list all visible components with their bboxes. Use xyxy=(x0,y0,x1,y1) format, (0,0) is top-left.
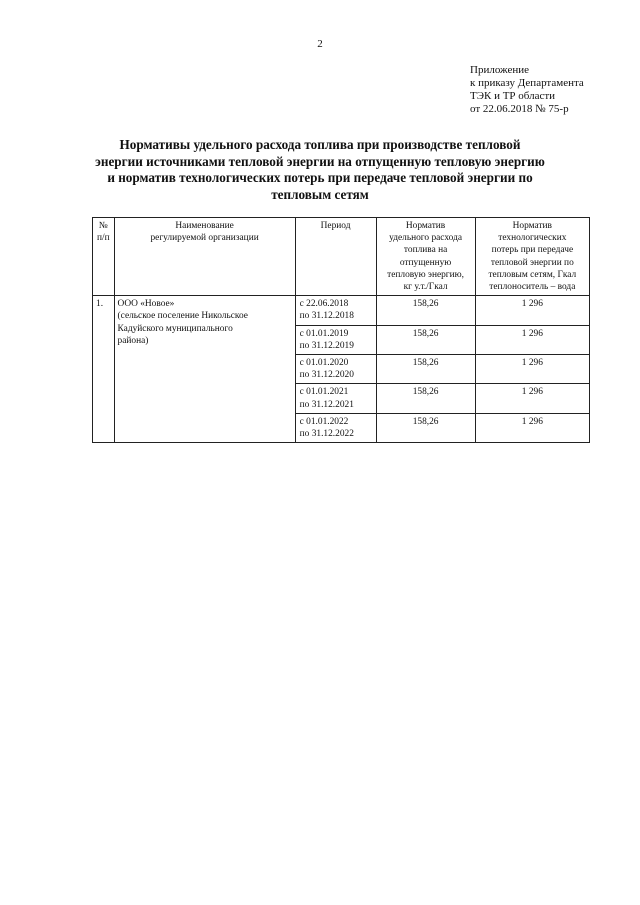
period-to: по 31.12.2019 xyxy=(299,340,354,351)
header-period xyxy=(295,218,376,296)
header-line: тепловой энергии по xyxy=(490,257,574,268)
organization-line: района) xyxy=(117,335,149,346)
header-line: потерь при передаче xyxy=(491,245,574,256)
period-from: с 01.01.2020 xyxy=(299,358,349,369)
header-line: п/п xyxy=(96,233,110,244)
appendix-line: к приказу Департамента xyxy=(470,77,584,89)
header-line: Период xyxy=(320,221,351,231)
header-org xyxy=(114,218,295,296)
header-line: № xyxy=(98,221,108,231)
fuel-norm-value: 158,26 xyxy=(376,355,475,384)
period-cell xyxy=(295,296,376,325)
header-line: регулируемой организации xyxy=(150,233,259,244)
period-from: с 22.06.2018 xyxy=(299,299,349,310)
header-line: технологических xyxy=(498,233,567,244)
norms-table xyxy=(92,217,590,443)
document-title: Нормативы удельного расхода топлива при производстве тепловой энергии источниками тепловой энергии на отпущенную тепловую энергию и норматив технологических потерь при передаче тепловой энергии по тепловым сетям xyxy=(95,137,545,202)
header-num xyxy=(93,218,115,296)
table-header-row xyxy=(93,218,590,296)
fuel-norm-value: 158,26 xyxy=(376,384,475,413)
period-to: по 31.12.2020 xyxy=(299,370,354,381)
appendix-line: Приложение xyxy=(470,64,530,76)
period-from: с 01.01.2021 xyxy=(299,387,349,398)
period-from: с 01.01.2019 xyxy=(299,328,349,339)
fuel-norm-value: 158,26 xyxy=(376,413,475,442)
appendix-line: ТЭК и ТР области xyxy=(470,90,556,102)
fuel-norm-value: 158,26 xyxy=(376,296,475,325)
period-cell xyxy=(295,325,376,354)
organization-line: ООО «Новое» xyxy=(117,299,175,310)
loss-norm-value: 1 296 xyxy=(475,355,589,384)
fuel-norm-value: 158,26 xyxy=(376,325,475,354)
period-cell xyxy=(295,413,376,442)
period-cell xyxy=(295,355,376,384)
table-body xyxy=(93,296,590,443)
appendix-block xyxy=(470,64,584,116)
organization-name xyxy=(114,296,295,443)
page-number: 2 xyxy=(317,38,323,50)
period-to: по 31.12.2021 xyxy=(299,399,354,410)
header-line: тепловую энергию, xyxy=(387,269,465,280)
period-to: по 31.12.2022 xyxy=(299,429,354,440)
header-line: Наименование xyxy=(175,221,234,231)
loss-norm-value: 1 296 xyxy=(475,296,589,325)
organization-line: Кадуйского муниципального xyxy=(117,323,233,334)
header-loss-norm xyxy=(475,218,589,296)
organization-line: (сельское поселение Никольское xyxy=(117,311,248,322)
row-number: 1. xyxy=(93,296,115,443)
header-line: Норматив xyxy=(405,221,446,231)
period-cell xyxy=(295,384,376,413)
loss-norm-value: 1 296 xyxy=(475,384,589,413)
period-to: по 31.12.2018 xyxy=(299,311,354,322)
loss-norm-value: 1 296 xyxy=(475,325,589,354)
header-fuel-norm xyxy=(376,218,475,296)
header-line: топлива на xyxy=(403,245,448,256)
header-line: Норматив xyxy=(512,221,552,231)
appendix-line: от 22.06.2018 № 75-р xyxy=(470,103,569,115)
header-line: удельного расхода xyxy=(389,233,463,244)
header-line: теплоноситель – вода xyxy=(489,282,576,293)
table-row xyxy=(93,296,590,325)
header-line: кг у.т./Гкал xyxy=(403,282,448,293)
header-line: отпущенную xyxy=(399,257,452,268)
header-line: тепловым сетям, Гкал xyxy=(488,269,577,280)
period-from: с 01.01.2022 xyxy=(299,416,349,427)
loss-norm-value: 1 296 xyxy=(475,413,589,442)
